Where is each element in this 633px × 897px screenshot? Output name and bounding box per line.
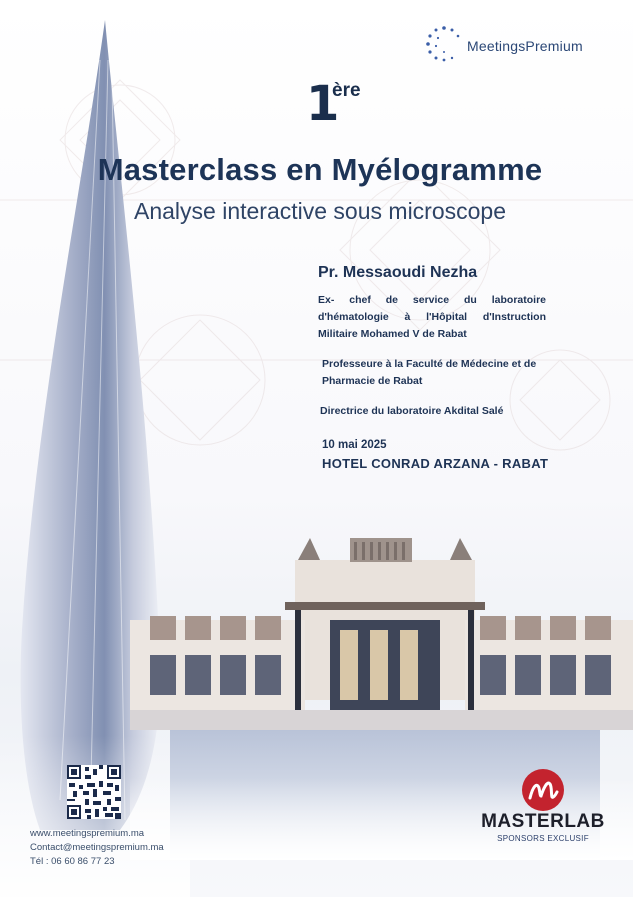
speaker-role-2: Professeure à la Faculté de Médecine et de Pharmacie de Rabat [322, 358, 537, 387]
speaker-role-1: Ex- chef de service du laboratoire d'hématologie à l'Hôpital d'Instruction Militaire Mohamed V de Rabat [318, 294, 546, 340]
phone-number: Tél : 06 60 86 77 23 [30, 856, 115, 867]
meetings-premium-logo [424, 24, 609, 64]
website-link[interactable]: www.meetingspremium.ma [30, 828, 145, 839]
edition-suffix: ère [332, 80, 361, 101]
qr-code-icon[interactable] [67, 765, 121, 819]
event-venue: HOTEL CONRAD ARZANA - RABAT [322, 456, 549, 471]
contact-block [30, 827, 164, 869]
speaker-role-3: Directrice du laboratoire Akdital Salé [320, 405, 504, 417]
speaker-name: Pr. Messaoudi Nezha [318, 264, 478, 281]
event-subtitle: Analyse interactive sous microscope [134, 198, 506, 224]
sponsor-name: MASTERLAB [481, 811, 605, 832]
email-link[interactable]: Contact@meetingspremium.ma [30, 842, 164, 853]
masterlab-m-logo-icon [521, 768, 565, 812]
sponsor-tagline: SPONSORS EXCLUSIF [497, 834, 589, 843]
sponsor-logo [468, 768, 618, 848]
edition-number: 1 [306, 76, 340, 132]
dots-circle-logo-icon [424, 24, 464, 64]
event-title: Masterclass en Myélogramme [97, 152, 543, 187]
event-date: 10 mai 2025 [322, 439, 387, 451]
brand-name: MeetingsPremium [467, 38, 583, 54]
